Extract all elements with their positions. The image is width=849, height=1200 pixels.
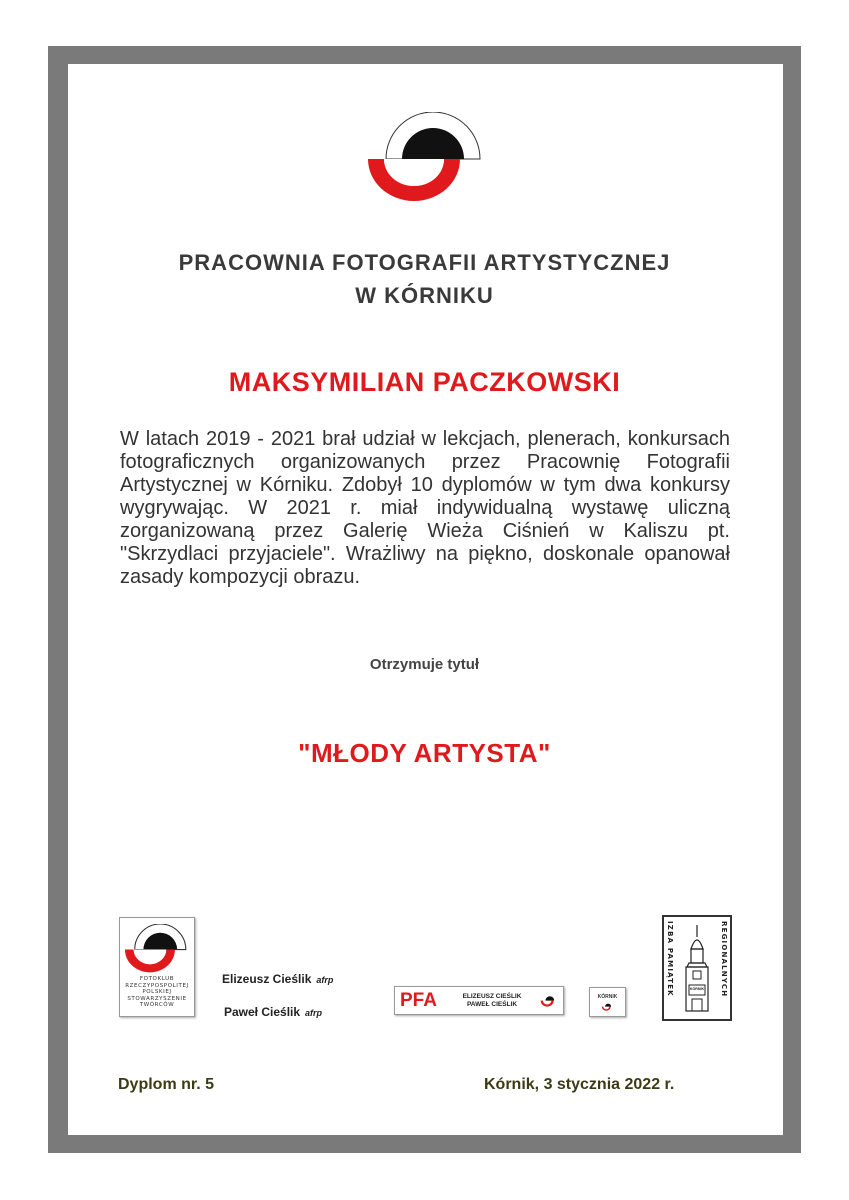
photo-club-badge <box>119 917 195 1017</box>
photo-club-logo <box>366 112 488 204</box>
place-date: Kórnik, 3 stycznia 2022 r. <box>484 1076 675 1093</box>
kornik-badge-mark <box>601 1002 614 1011</box>
pfa-abbreviation: PFA <box>400 990 437 1011</box>
museum-text-right: REGIONALNYCH <box>720 921 728 998</box>
title-line-1: PRACOWNIA FOTOGRAFII ARTYSTYCZNEJ <box>178 250 671 275</box>
pfa-logo <box>394 986 564 1015</box>
club-text-line: TWÓRCÓW <box>139 1002 175 1008</box>
title-line-2: W KÓRNIKU <box>355 283 494 308</box>
pfa-name-line: ELIZEUSZ CIEŚLIK <box>462 993 522 1000</box>
club-text-line: STOWARZYSZENIE <box>127 995 187 1002</box>
club-text-line: FOTOKLUB <box>139 976 175 982</box>
pfa-names <box>447 993 537 1009</box>
kornik-badge-label: KÓRNIK <box>597 994 618 1000</box>
pfa-name-line: PAWEŁ CIEŚLIK <box>466 1001 518 1008</box>
signature-2 <box>224 1005 322 1019</box>
museum-text-left: IZBA PAMIĄTEK <box>666 921 674 997</box>
description-paragraph: W latach 2019 - 2021 brał udział w lekcjach, plenerach, konkursach fotograficznych organizowanych przez Pracownię Fotografii Artystycznej w Kórniku. Zdobył 10 dyplomów w tym dwa konkursy wygrywając. W 2021 r. miał indywidualną wystawę uliczną zorganizowaną przez Galerię Wieża Ciśnień w Kaliszu pt. "Skrzydlaci przyjaciele". Wrażliwy na piękno, doskonale opanował zasady kompozycji obrazu. <box>120 428 730 588</box>
receives-label: Otrzymuje tytuł <box>369 656 480 673</box>
kornik-badge <box>589 987 626 1017</box>
signature-suffix: afrp <box>305 1008 323 1018</box>
signature-suffix: afrp <box>316 975 334 985</box>
club-text-line: RZECZYPOSPOLITEJ <box>125 982 189 989</box>
signature-1 <box>222 972 333 986</box>
recipient-name: MAKSYMILIAN PACZKOWSKI <box>228 367 621 397</box>
museum-sign: KÓRNIK <box>689 987 705 991</box>
photo-club-small-logo <box>122 924 192 974</box>
signature-name: Paweł Cieślik <box>224 1005 301 1019</box>
club-text-line: POLSKIEJ <box>142 989 172 995</box>
pfa-mini-logo <box>540 994 558 1007</box>
diploma-number: Dyplom nr. 5 <box>118 1076 215 1093</box>
museum-logo <box>662 915 732 1021</box>
club-text <box>120 976 194 1009</box>
tower-drawing <box>680 923 714 1015</box>
award-title: "MŁODY ARTYSTA" <box>298 738 551 768</box>
signature-name: Elizeusz Cieślik <box>222 972 312 986</box>
